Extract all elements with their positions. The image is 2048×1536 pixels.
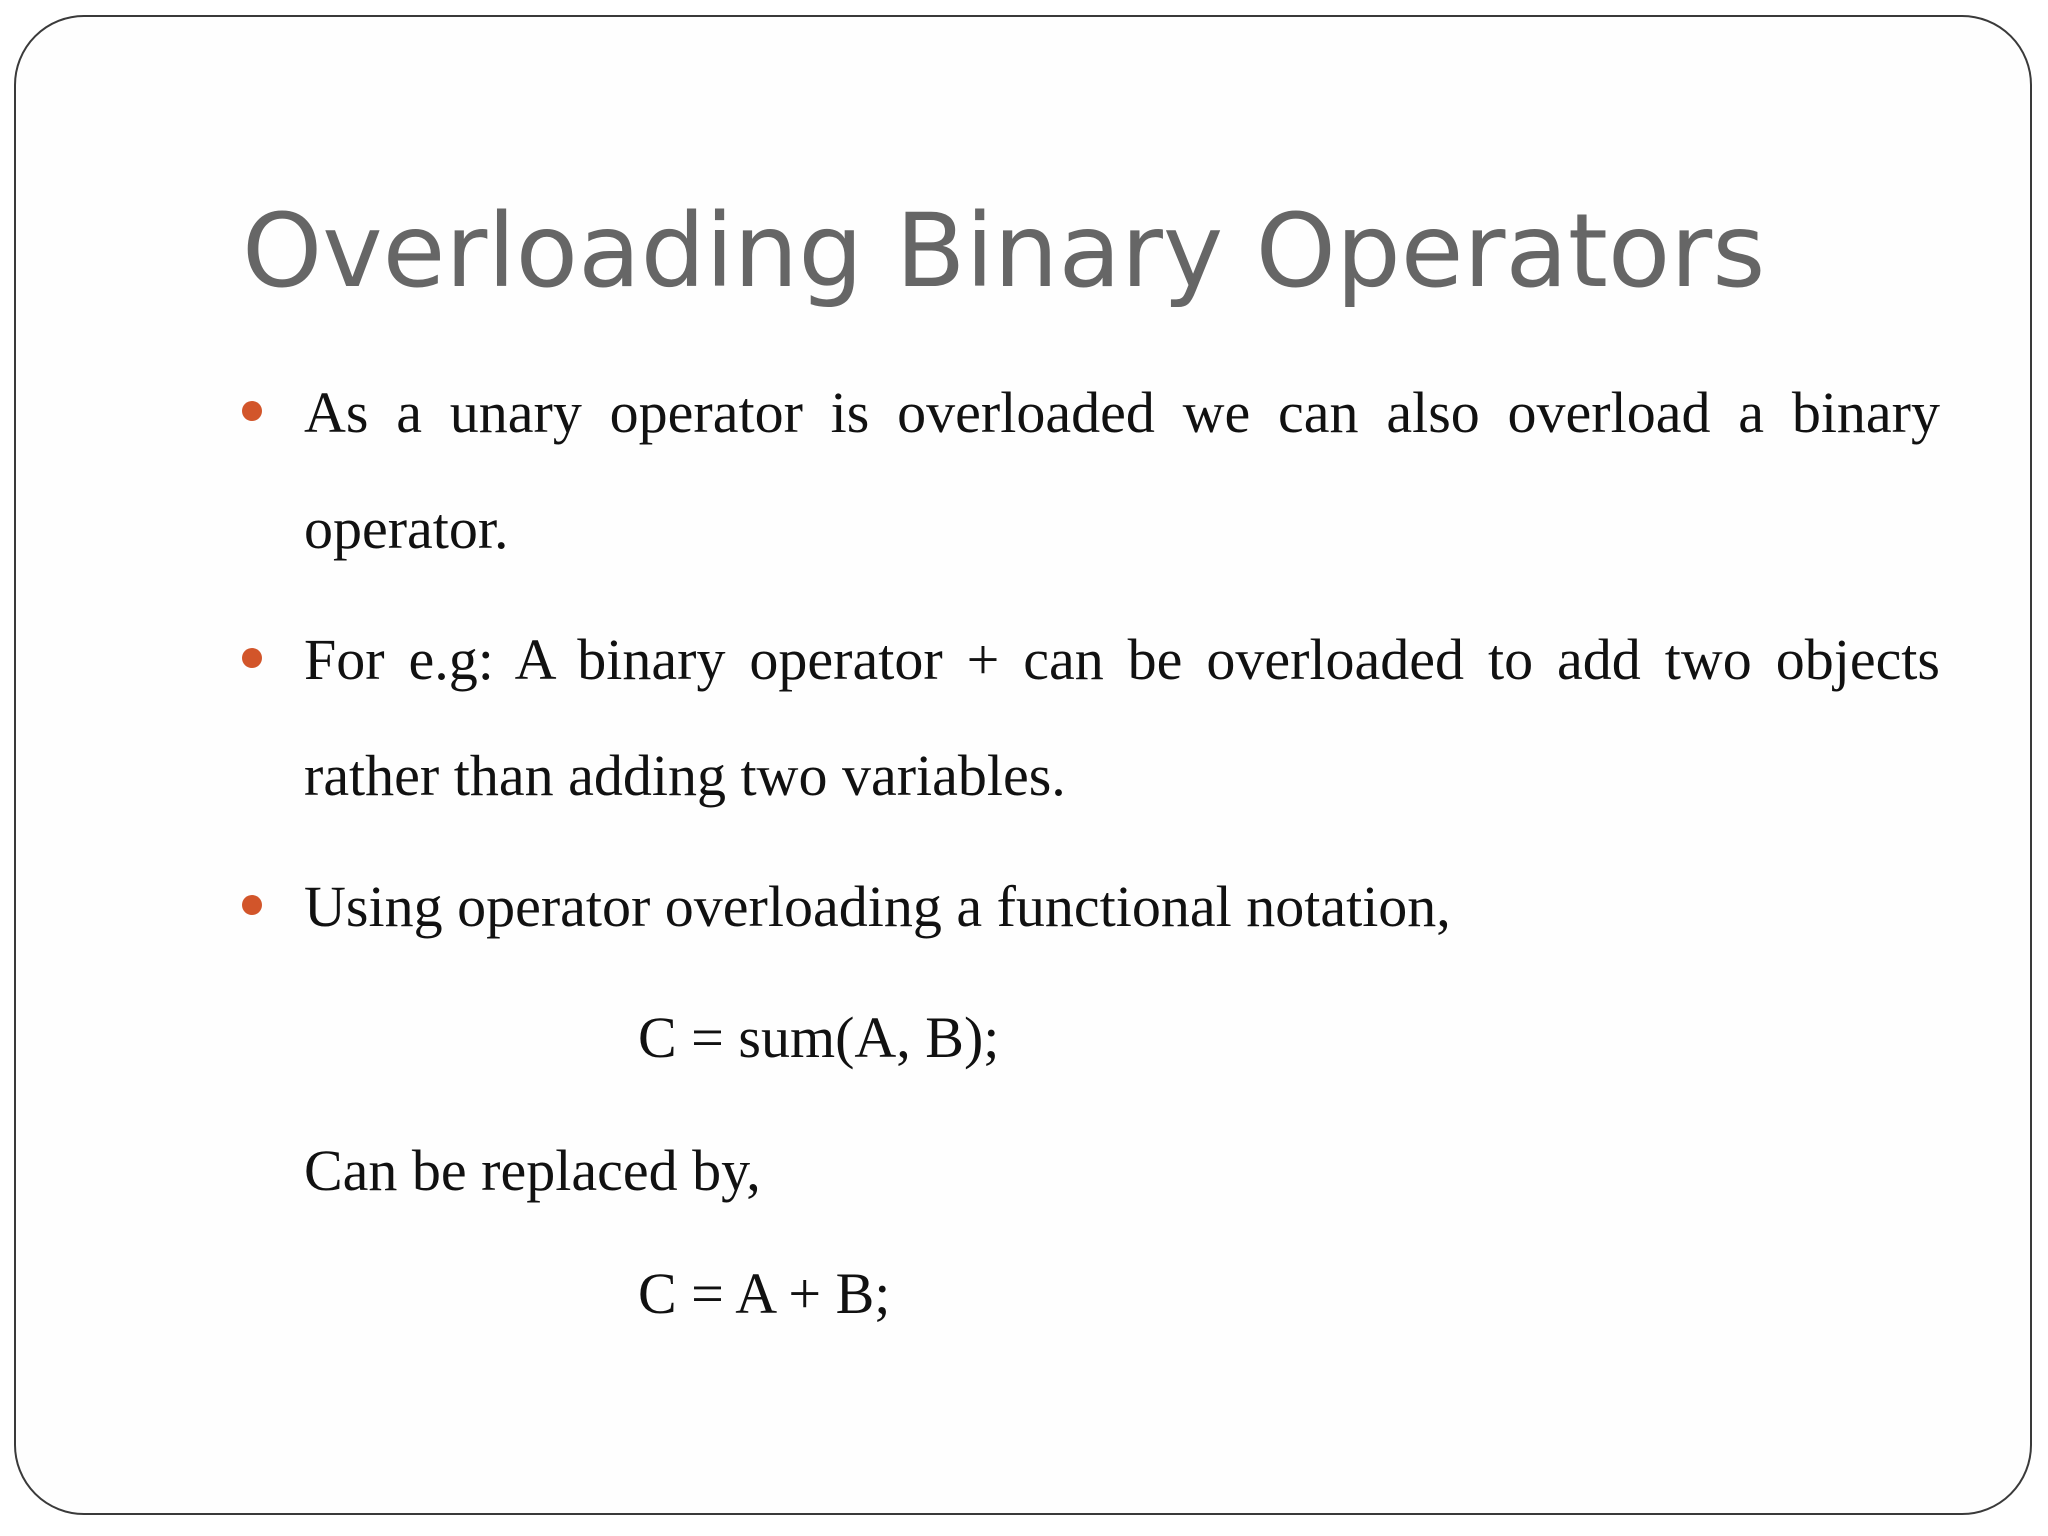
slide-title: Overloading Binary Operators [242,192,1766,311]
code-functional-notation: C = sum(A, B); [638,1005,1000,1070]
bullet-dot-icon [242,895,262,915]
bullet-dot-icon [242,401,262,421]
bullet-2-line-1: For e.g: A binary operator + can be overloaded to add two objects [304,627,1940,692]
replaced-by-text: Can be replaced by, [304,1138,761,1203]
bullet-3-line-1: Using operator overloading a functional notation, [304,874,1451,939]
code-operator-notation: C = A + B; [638,1261,891,1326]
slide-frame [14,15,2032,1515]
bullet-2-line-2: rather than adding two variables. [304,743,1066,808]
bullet-1-line-1: As a unary operator is overloaded we can also overload a binary [304,380,1940,445]
bullet-dot-icon [242,648,262,668]
bullet-1-line-2: operator. [304,496,509,561]
